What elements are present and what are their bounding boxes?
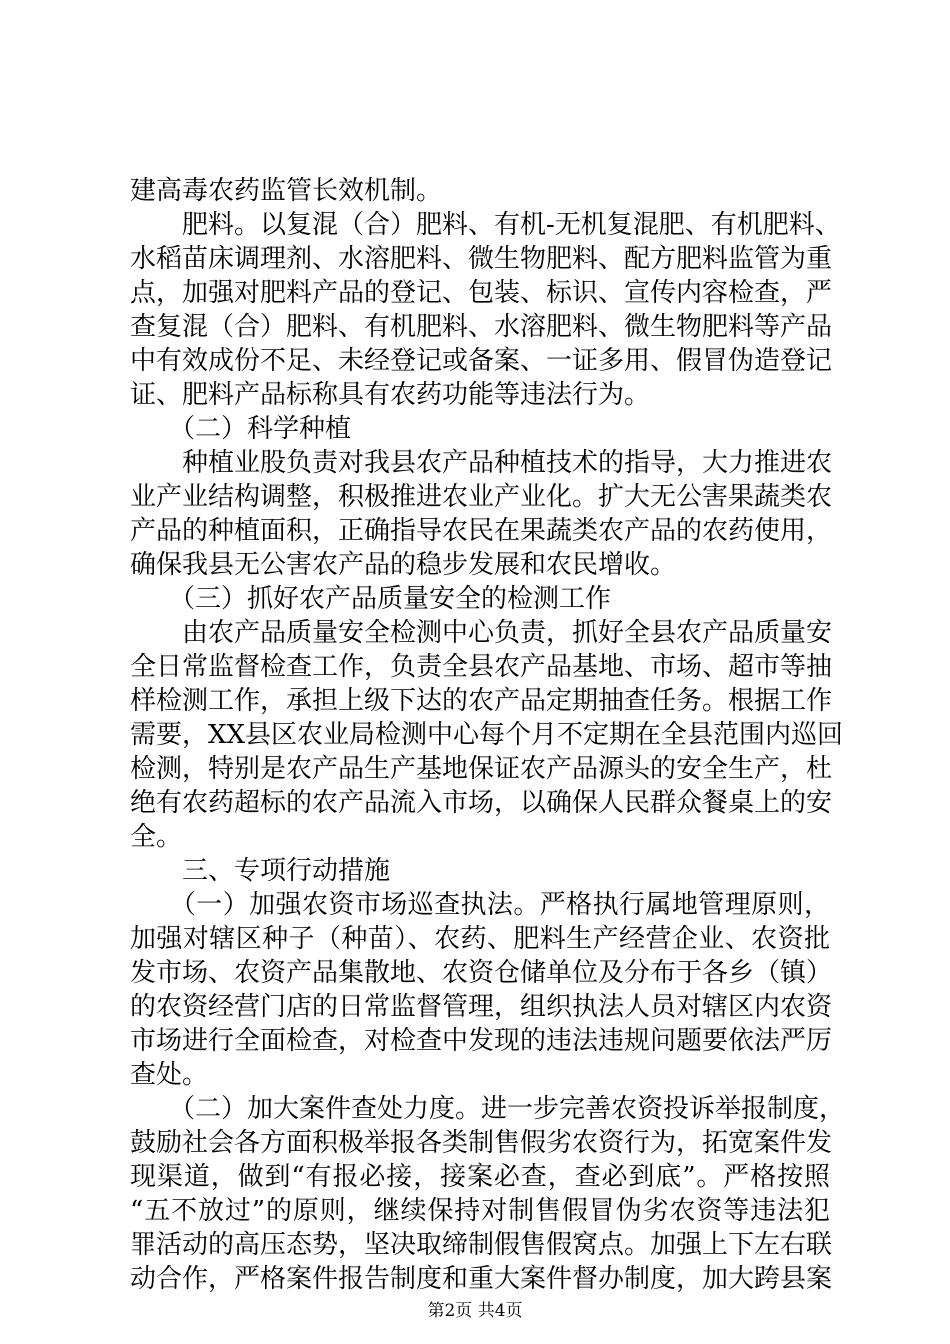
section-heading: （二）科学种植 bbox=[130, 414, 352, 444]
body-line: 动合作，严格案件报告制度和重大案件督办制度，加大跨县案 bbox=[130, 1264, 833, 1294]
body-line: 证、肥料产品标称具有农药功能等违法行为。 bbox=[130, 380, 651, 410]
body-line: 产品的种植面积，正确指导农民在果蔬类农产品的农药使用， bbox=[130, 516, 833, 546]
body-line: 鼓励社会各方面积极举报各类制售假劣农资行为，拓宽案件发 bbox=[130, 1128, 833, 1158]
body-line: 查处。 bbox=[130, 1060, 209, 1090]
body-line: 种植业股负责对我县农产品种植技术的指导，大力推进农 bbox=[130, 448, 833, 478]
body-line: （一）加强农资市场巡查执法。严格执行属地管理原则， bbox=[130, 890, 830, 920]
body-line: 中有效成份不足、未经登记或备案、一证多用、假冒伪造登记 bbox=[130, 346, 833, 376]
body-line: 绝有农药超标的农产品流入市场，以确保人民群众餐桌上的安 bbox=[130, 788, 833, 818]
body-line: “五不放过”的原则，继续保持对制售假冒伪劣农资等违法犯 bbox=[130, 1196, 830, 1226]
body-line: （二）加大案件查处力度。进一步完善农资投诉举报制度， bbox=[130, 1094, 846, 1124]
page-footer: 第2页 共4页 bbox=[427, 1301, 523, 1321]
body-line: 发市场、农资产品集散地、农资仓储单位及分布于各乡（镇） bbox=[130, 958, 833, 988]
body-line: 样检测工作，承担上级下达的农产品定期抽查任务。根据工作 bbox=[130, 686, 833, 716]
body-line: 查复混（合）肥料、有机肥料、水溶肥料、微生物肥料等产品 bbox=[130, 312, 833, 342]
body-line: 检测，特别是农产品生产基地保证农产品源头的安全生产，杜 bbox=[130, 754, 833, 784]
body-line: 现渠道，做到“有报必接，接案必查，查必到底”。严格按照 bbox=[130, 1162, 830, 1192]
body-line: 确保我县无公害农产品的稳步发展和农民增收。 bbox=[130, 550, 677, 580]
body-line: 的农资经营门店的日常监督管理，组织执法人员对辖区内农资 bbox=[130, 992, 833, 1022]
body-line: 全。 bbox=[130, 822, 183, 852]
body-line: 市场进行全面检查，对检查中发现的违法违规问题要依法严厉 bbox=[130, 1026, 833, 1056]
section-heading: （三）抓好农产品质量安全的检测工作 bbox=[130, 584, 612, 614]
body-line: 点，加强对肥料产品的登记、包装、标识、宣传内容检查，严 bbox=[130, 278, 833, 308]
body-line: 业产业结构调整，积极推进农业产业化。扩大无公害果蔬类农 bbox=[130, 482, 833, 512]
body-line: 全日常监督检查工作，负责全县农产品基地、市场、超市等抽 bbox=[130, 652, 833, 682]
body-line: 罪活动的高压态势，坚决取缔制假售假窝点。加强上下左右联 bbox=[130, 1230, 833, 1260]
body-line: 肥料。以复混（合）肥料、有机-无机复混肥、有机肥料、 bbox=[130, 210, 841, 240]
body-line: 由农产品质量安全检测中心负责，抓好全县农产品质量安 bbox=[130, 618, 833, 648]
body-line: 水稻苗床调理剂、水溶肥料、微生物肥料、配方肥料监管为重 bbox=[130, 244, 833, 274]
section-heading: 三、专项行动措施 bbox=[130, 856, 391, 886]
body-line: 需要，XX县区农业局检测中心每个月不定期在全县范围内巡回 bbox=[130, 720, 844, 750]
body-line: 建高毒农药监管长效机制。 bbox=[130, 176, 443, 206]
body-line: 加强对辖区种子（种苗）、农药、肥料生产经营企业、农资批 bbox=[130, 924, 830, 954]
